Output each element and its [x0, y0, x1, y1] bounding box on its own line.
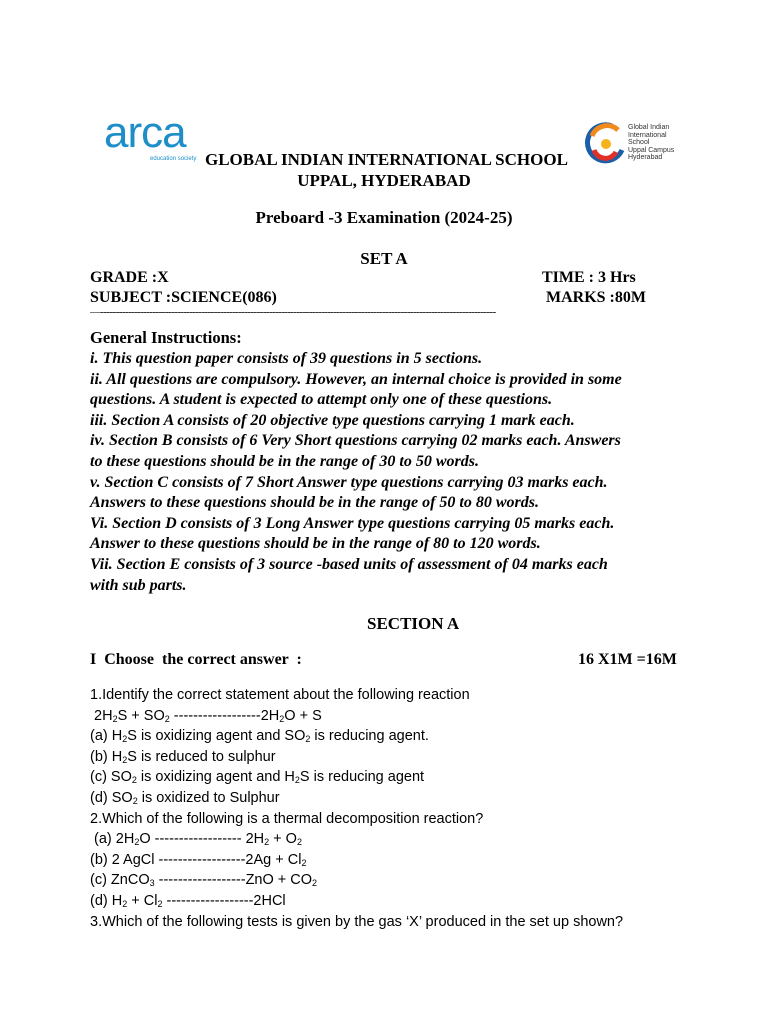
instruction-line: Answers to these questions should be in the range of 50 to 80 words.: [90, 494, 539, 512]
instruction-line: i. This question paper consists of 39 questions in 5 sections.: [90, 350, 483, 367]
gii-logo-mark-icon: [582, 120, 628, 166]
instruction-line: Answer to these questions should be in the range of 80 to 120 words.: [90, 535, 541, 553]
arca-logo-word: arca: [104, 108, 186, 157]
question-1-option-a: (a) $H_2S$ is oxidizing agent and $SO_2$ is reducing agent.: [90, 728, 429, 745]
question-1-option-d: (d) $SO_2$ is oxidized to Sulphur: [90, 789, 280, 806]
question-2-option-d: (d) $H_2 + Cl_2$ ------------------2HCl: [90, 892, 286, 909]
subscript: 2: [312, 878, 318, 889]
subscript: 2: [164, 713, 170, 724]
subscript: 2: [296, 837, 302, 848]
subscript: 2: [112, 713, 118, 724]
question-1-option-c: (c) $SO_2$ is oxidizing agent and $H_2S$ is reducing agent: [90, 769, 425, 786]
subscript: 2: [122, 898, 128, 909]
section-a-marks: 16 X1M =16M: [578, 651, 677, 668]
instruction-line: to these questions should be in the range of 30 to 50 words.: [90, 452, 479, 470]
gii-logo-line: International: [628, 131, 667, 139]
gii-logo-line: Global Indian: [628, 124, 670, 131]
choose-instruction: I Choose the correct answer :: [90, 651, 302, 668]
subscript: 2: [279, 713, 285, 724]
instruction-line: iii. Section A consists of 20 objective type questions carrying 1 mark each.: [90, 411, 575, 429]
subscript: 2: [305, 734, 311, 745]
question-1-equation: $2H_2S + SO_2$ $------------------2H_2O + S$: [90, 707, 322, 724]
arca-logo-tagline: education society: [150, 156, 197, 162]
arca-logo: [104, 108, 208, 165]
section-a-title: SECTION A: [367, 614, 460, 633]
gii-logo-line: Hyderabad: [628, 154, 663, 161]
subscript: 2: [131, 775, 137, 786]
instruction-line: questions. A student is expected to attempt only one of these questions.: [90, 391, 553, 409]
subscript: 2: [301, 857, 307, 868]
school-name: GLOBAL INDIAN INTERNATIONAL SCHOOL: [205, 150, 568, 169]
question-2-text: 2.Which of the following is a thermal decomposition reaction?: [90, 810, 484, 827]
exam-title: Preboard -3 Examination (2024-25): [255, 208, 513, 227]
subject-label: SUBJECT :SCIENCE(086): [90, 289, 277, 306]
instruction-line: Vii. Section E consists of 3 source -based units of assessment of 04 marks each: [90, 555, 608, 573]
instruction-line: iv. Section B consists of 6 Very Short questions carrying 02 marks each. Answers: [90, 432, 621, 450]
set-label: SET A: [360, 249, 408, 268]
instructions-list: [90, 349, 690, 596]
subscript: 2: [122, 734, 128, 745]
gii-logo-line: Uppal Campus: [628, 146, 675, 154]
question-2-option-b: (b) 2 AgCl $------------------2Ag + Cl_2$: [90, 851, 307, 868]
question-1-option-b: (b) $H_2S$ is reduced to sulphur: [90, 748, 276, 765]
subscript: 2: [122, 754, 128, 765]
question-2-option-a: (a) $2H_2O$ ------------------ $2H_2 + O_2$: [90, 831, 302, 848]
question-3-text: 3.Which of the following tests is given by the gas ‘X’ produced in the set up shown?: [90, 913, 624, 930]
instruction-line: v. Section C consists of 7 Short Answer type questions carrying 03 marks each.: [90, 473, 608, 491]
subscript: 2: [264, 837, 270, 848]
instruction-line: with sub parts.: [90, 576, 187, 594]
grade-label: GRADE :X: [90, 269, 169, 286]
time-label: TIME : 3 Hrs: [542, 269, 636, 286]
question-list: [90, 685, 623, 932]
subscript: 2: [134, 837, 140, 848]
subscript: 2: [157, 898, 163, 909]
question-1-text: 1.Identify the correct statement about the following reaction: [90, 687, 470, 703]
divider-rule: —---------------------------------------------------------------------------------------------------------------------------------: [90, 306, 496, 318]
gii-logo: [582, 120, 682, 168]
instructions-heading: General Instructions:: [90, 328, 242, 347]
instruction-line: ii. All questions are compulsory. However, an internal choice is provided in some: [90, 370, 622, 388]
subscript: 2: [294, 775, 300, 786]
school-location: UPPAL, HYDERABAD: [297, 171, 471, 190]
gii-logo-text: [628, 124, 674, 162]
subscript: 2: [132, 795, 138, 806]
subscript: 3: [149, 878, 155, 889]
question-2-option-c: (c) ZnCO$_3$ $------------------ZnO + CO_2$: [90, 872, 318, 889]
marks-label: MARKS :80M: [546, 289, 646, 306]
gii-logo-line: School: [628, 139, 650, 146]
instruction-line: Vi. Section D consists of 3 Long Answer type questions carrying 05 marks each.: [90, 514, 615, 532]
